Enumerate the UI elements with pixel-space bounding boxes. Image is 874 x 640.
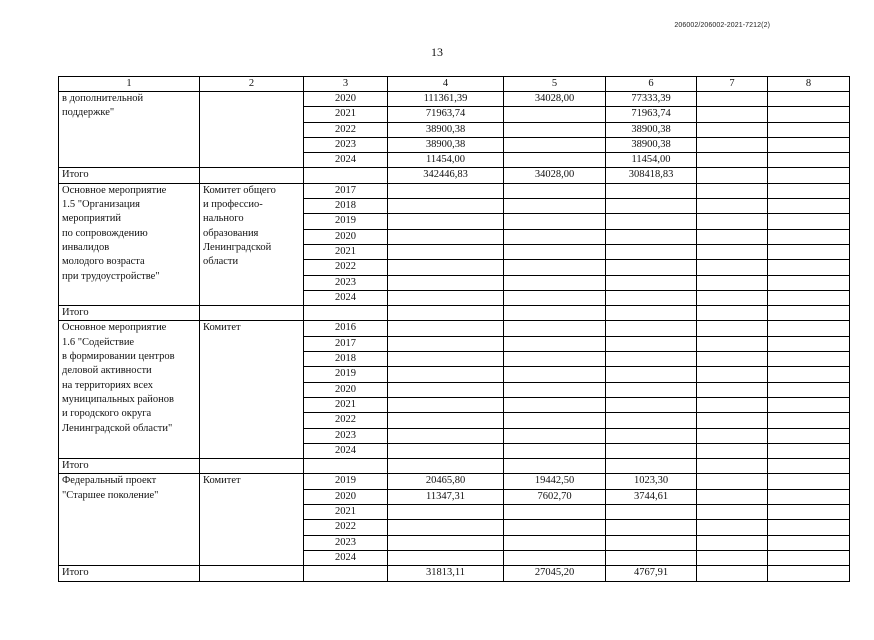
- total-amount-cell: 27045,20: [504, 566, 606, 581]
- executor-cell: Комитет общего и профессио- нального образования Ленинградской области: [200, 183, 304, 305]
- total-amount-cell: 308418,83: [606, 168, 697, 183]
- amount-cell: [606, 275, 697, 290]
- total-amount-cell: [388, 459, 504, 474]
- table-body: [59, 92, 850, 582]
- amount-cell: [606, 336, 697, 351]
- total-row: [59, 306, 850, 321]
- amount-cell: [697, 443, 768, 458]
- amount-cell: [606, 535, 697, 550]
- year-cell: 2024: [304, 153, 388, 168]
- amount-cell: [768, 92, 850, 107]
- amount-cell: [768, 229, 850, 244]
- amount-cell: [504, 397, 606, 412]
- amount-cell: [388, 535, 504, 550]
- amount-cell: [606, 382, 697, 397]
- amount-cell: [504, 505, 606, 520]
- total-row: [59, 566, 850, 581]
- amount-cell: [697, 107, 768, 122]
- amount-cell: 38900,38: [388, 137, 504, 152]
- amount-cell: [697, 153, 768, 168]
- executor-cell: Комитет: [200, 321, 304, 459]
- amount-cell: [388, 520, 504, 535]
- amount-cell: [606, 199, 697, 214]
- executor-cell: Комитет: [200, 474, 304, 566]
- year-cell: 2017: [304, 183, 388, 198]
- year-cell: 2024: [304, 550, 388, 565]
- amount-cell: [697, 244, 768, 259]
- amount-cell: [504, 290, 606, 305]
- amount-cell: [697, 367, 768, 382]
- amount-cell: [504, 367, 606, 382]
- year-cell: 2017: [304, 336, 388, 351]
- amount-cell: [504, 153, 606, 168]
- amount-cell: [697, 535, 768, 550]
- amount-cell: [606, 260, 697, 275]
- year-cell: 2020: [304, 92, 388, 107]
- year-cell: 2022: [304, 122, 388, 137]
- year-cell: 2023: [304, 137, 388, 152]
- amount-cell: [504, 413, 606, 428]
- total-amount-cell: [504, 459, 606, 474]
- amount-cell: [504, 336, 606, 351]
- amount-cell: [606, 397, 697, 412]
- year-cell: 2022: [304, 413, 388, 428]
- budget-table: [58, 76, 850, 582]
- amount-cell: 38900,38: [606, 122, 697, 137]
- total-amount-cell: [388, 306, 504, 321]
- amount-cell: [697, 275, 768, 290]
- amount-cell: [606, 290, 697, 305]
- amount-cell: [768, 520, 850, 535]
- amount-cell: [504, 382, 606, 397]
- total-label: Итого: [59, 459, 200, 474]
- amount-cell: [606, 244, 697, 259]
- year-cell: 2019: [304, 367, 388, 382]
- column-header: 8: [768, 77, 850, 92]
- amount-cell: [768, 260, 850, 275]
- total-amount-cell: [606, 306, 697, 321]
- amount-cell: [697, 520, 768, 535]
- amount-cell: [697, 321, 768, 336]
- amount-cell: [606, 352, 697, 367]
- amount-cell: [606, 443, 697, 458]
- amount-cell: [388, 275, 504, 290]
- empty-cell: [304, 566, 388, 581]
- empty-cell: [304, 306, 388, 321]
- amount-cell: [388, 199, 504, 214]
- total-amount-cell: [768, 168, 850, 183]
- activity-name-cell: Основное мероприятие 1.5 "Организация мероприятий по сопровождению инвалидов молодого возраста при трудоустройстве": [59, 183, 200, 305]
- amount-cell: [388, 214, 504, 229]
- amount-cell: [388, 367, 504, 382]
- amount-cell: [388, 260, 504, 275]
- amount-cell: 19442,50: [504, 474, 606, 489]
- year-cell: 2020: [304, 489, 388, 504]
- amount-cell: [697, 336, 768, 351]
- amount-cell: [388, 413, 504, 428]
- amount-cell: [504, 520, 606, 535]
- amount-cell: [697, 474, 768, 489]
- amount-cell: [768, 122, 850, 137]
- amount-cell: 111361,39: [388, 92, 504, 107]
- total-amount-cell: [697, 566, 768, 581]
- column-header: 3: [304, 77, 388, 92]
- amount-cell: [388, 397, 504, 412]
- amount-cell: [606, 229, 697, 244]
- amount-cell: [504, 275, 606, 290]
- amount-cell: [697, 183, 768, 198]
- amount-cell: 77333,39: [606, 92, 697, 107]
- amount-cell: [606, 367, 697, 382]
- total-amount-cell: [697, 306, 768, 321]
- amount-cell: [504, 122, 606, 137]
- amount-cell: 34028,00: [504, 92, 606, 107]
- empty-cell: [200, 168, 304, 183]
- year-cell: 2020: [304, 229, 388, 244]
- total-amount-cell: [768, 566, 850, 581]
- amount-cell: [606, 428, 697, 443]
- amount-cell: [768, 367, 850, 382]
- total-label: Итого: [59, 168, 200, 183]
- amount-cell: [768, 443, 850, 458]
- amount-cell: 11347,31: [388, 489, 504, 504]
- total-amount-cell: [697, 459, 768, 474]
- amount-cell: [388, 505, 504, 520]
- column-header: 1: [59, 77, 200, 92]
- year-cell: 2018: [304, 199, 388, 214]
- total-amount-cell: [504, 306, 606, 321]
- year-cell: 2016: [304, 321, 388, 336]
- amount-cell: [768, 244, 850, 259]
- amount-cell: [768, 550, 850, 565]
- amount-cell: 38900,38: [388, 122, 504, 137]
- amount-cell: [768, 137, 850, 152]
- total-amount-cell: 31813,11: [388, 566, 504, 581]
- year-cell: 2018: [304, 352, 388, 367]
- column-header: 5: [504, 77, 606, 92]
- amount-cell: [697, 199, 768, 214]
- amount-cell: 20465,80: [388, 474, 504, 489]
- amount-cell: [697, 352, 768, 367]
- amount-cell: [504, 214, 606, 229]
- amount-cell: [697, 229, 768, 244]
- amount-cell: 3744,61: [606, 489, 697, 504]
- amount-cell: [768, 535, 850, 550]
- amount-cell: [768, 321, 850, 336]
- amount-cell: [768, 183, 850, 198]
- amount-cell: [504, 443, 606, 458]
- empty-cell: [200, 566, 304, 581]
- amount-cell: [388, 321, 504, 336]
- total-amount-cell: 34028,00: [504, 168, 606, 183]
- amount-cell: [768, 336, 850, 351]
- amount-cell: [768, 275, 850, 290]
- amount-cell: [697, 382, 768, 397]
- empty-cell: [304, 168, 388, 183]
- amount-cell: [606, 520, 697, 535]
- total-amount-cell: [697, 168, 768, 183]
- amount-cell: [388, 244, 504, 259]
- total-amount-cell: [768, 306, 850, 321]
- amount-cell: [697, 290, 768, 305]
- table-row: [59, 92, 850, 107]
- amount-cell: [388, 290, 504, 305]
- empty-cell: [304, 459, 388, 474]
- amount-cell: [768, 382, 850, 397]
- total-label: Итого: [59, 566, 200, 581]
- amount-cell: 71963,74: [606, 107, 697, 122]
- amount-cell: [768, 397, 850, 412]
- year-cell: 2022: [304, 260, 388, 275]
- amount-cell: [504, 535, 606, 550]
- amount-cell: [697, 92, 768, 107]
- amount-cell: [768, 214, 850, 229]
- amount-cell: [697, 505, 768, 520]
- amount-cell: [768, 474, 850, 489]
- amount-cell: [388, 550, 504, 565]
- total-amount-cell: 342446,83: [388, 168, 504, 183]
- amount-cell: [504, 137, 606, 152]
- column-header: 6: [606, 77, 697, 92]
- empty-cell: [200, 306, 304, 321]
- column-header: 4: [388, 77, 504, 92]
- year-cell: 2020: [304, 382, 388, 397]
- amount-cell: [697, 214, 768, 229]
- amount-cell: 11454,00: [606, 153, 697, 168]
- amount-cell: [504, 199, 606, 214]
- year-cell: 2019: [304, 474, 388, 489]
- table-row: [59, 183, 850, 198]
- amount-cell: [504, 183, 606, 198]
- amount-cell: [768, 199, 850, 214]
- year-cell: 2021: [304, 244, 388, 259]
- table-row: [59, 474, 850, 489]
- amount-cell: [768, 428, 850, 443]
- amount-cell: [697, 260, 768, 275]
- amount-cell: 7602,70: [504, 489, 606, 504]
- amount-cell: [504, 321, 606, 336]
- amount-cell: [697, 122, 768, 137]
- amount-cell: [606, 214, 697, 229]
- executor-cell: [200, 92, 304, 168]
- amount-cell: [504, 352, 606, 367]
- amount-cell: [768, 505, 850, 520]
- amount-cell: [768, 413, 850, 428]
- amount-cell: [388, 428, 504, 443]
- amount-cell: [388, 352, 504, 367]
- amount-cell: [697, 137, 768, 152]
- amount-cell: [606, 413, 697, 428]
- document-id: 206002/206002-2021-7212(2): [674, 22, 770, 29]
- column-header: 2: [200, 77, 304, 92]
- amount-cell: [504, 550, 606, 565]
- amount-cell: 11454,00: [388, 153, 504, 168]
- amount-cell: [768, 489, 850, 504]
- page-number: 13: [431, 45, 443, 59]
- year-cell: 2021: [304, 505, 388, 520]
- total-amount-cell: [606, 459, 697, 474]
- amount-cell: [504, 428, 606, 443]
- total-label: Итого: [59, 306, 200, 321]
- activity-name-cell: в дополнительной поддержке": [59, 92, 200, 168]
- amount-cell: [697, 489, 768, 504]
- column-number-row: [59, 77, 850, 92]
- amount-cell: [697, 550, 768, 565]
- amount-cell: [388, 382, 504, 397]
- total-row: [59, 459, 850, 474]
- amount-cell: [768, 107, 850, 122]
- amount-cell: [388, 443, 504, 458]
- amount-cell: 1023,30: [606, 474, 697, 489]
- amount-cell: [388, 183, 504, 198]
- amount-cell: [606, 505, 697, 520]
- amount-cell: [697, 413, 768, 428]
- amount-cell: [504, 229, 606, 244]
- total-row: [59, 168, 850, 183]
- amount-cell: [768, 290, 850, 305]
- amount-cell: [504, 260, 606, 275]
- column-header: 7: [697, 77, 768, 92]
- total-amount-cell: [768, 459, 850, 474]
- year-cell: 2021: [304, 397, 388, 412]
- table-row: [59, 321, 850, 336]
- amount-cell: [606, 550, 697, 565]
- amount-cell: [606, 183, 697, 198]
- year-cell: 2023: [304, 428, 388, 443]
- amount-cell: [697, 428, 768, 443]
- amount-cell: [768, 352, 850, 367]
- year-cell: 2023: [304, 535, 388, 550]
- total-amount-cell: 4767,91: [606, 566, 697, 581]
- year-cell: 2024: [304, 290, 388, 305]
- amount-cell: [504, 107, 606, 122]
- activity-name-cell: Федеральный проект "Старшее поколение": [59, 474, 200, 566]
- amount-cell: [606, 321, 697, 336]
- amount-cell: [388, 229, 504, 244]
- year-cell: 2024: [304, 443, 388, 458]
- year-cell: 2019: [304, 214, 388, 229]
- amount-cell: [388, 336, 504, 351]
- year-cell: 2021: [304, 107, 388, 122]
- year-cell: 2022: [304, 520, 388, 535]
- year-cell: 2023: [304, 275, 388, 290]
- amount-cell: [768, 153, 850, 168]
- empty-cell: [200, 459, 304, 474]
- amount-cell: [504, 244, 606, 259]
- amount-cell: 71963,74: [388, 107, 504, 122]
- amount-cell: [697, 397, 768, 412]
- amount-cell: 38900,38: [606, 137, 697, 152]
- activity-name-cell: Основное мероприятие 1.6 "Содействие в формировании центров деловой активности на территориях всех муниципальных районов и городского округа Ленинградской области": [59, 321, 200, 459]
